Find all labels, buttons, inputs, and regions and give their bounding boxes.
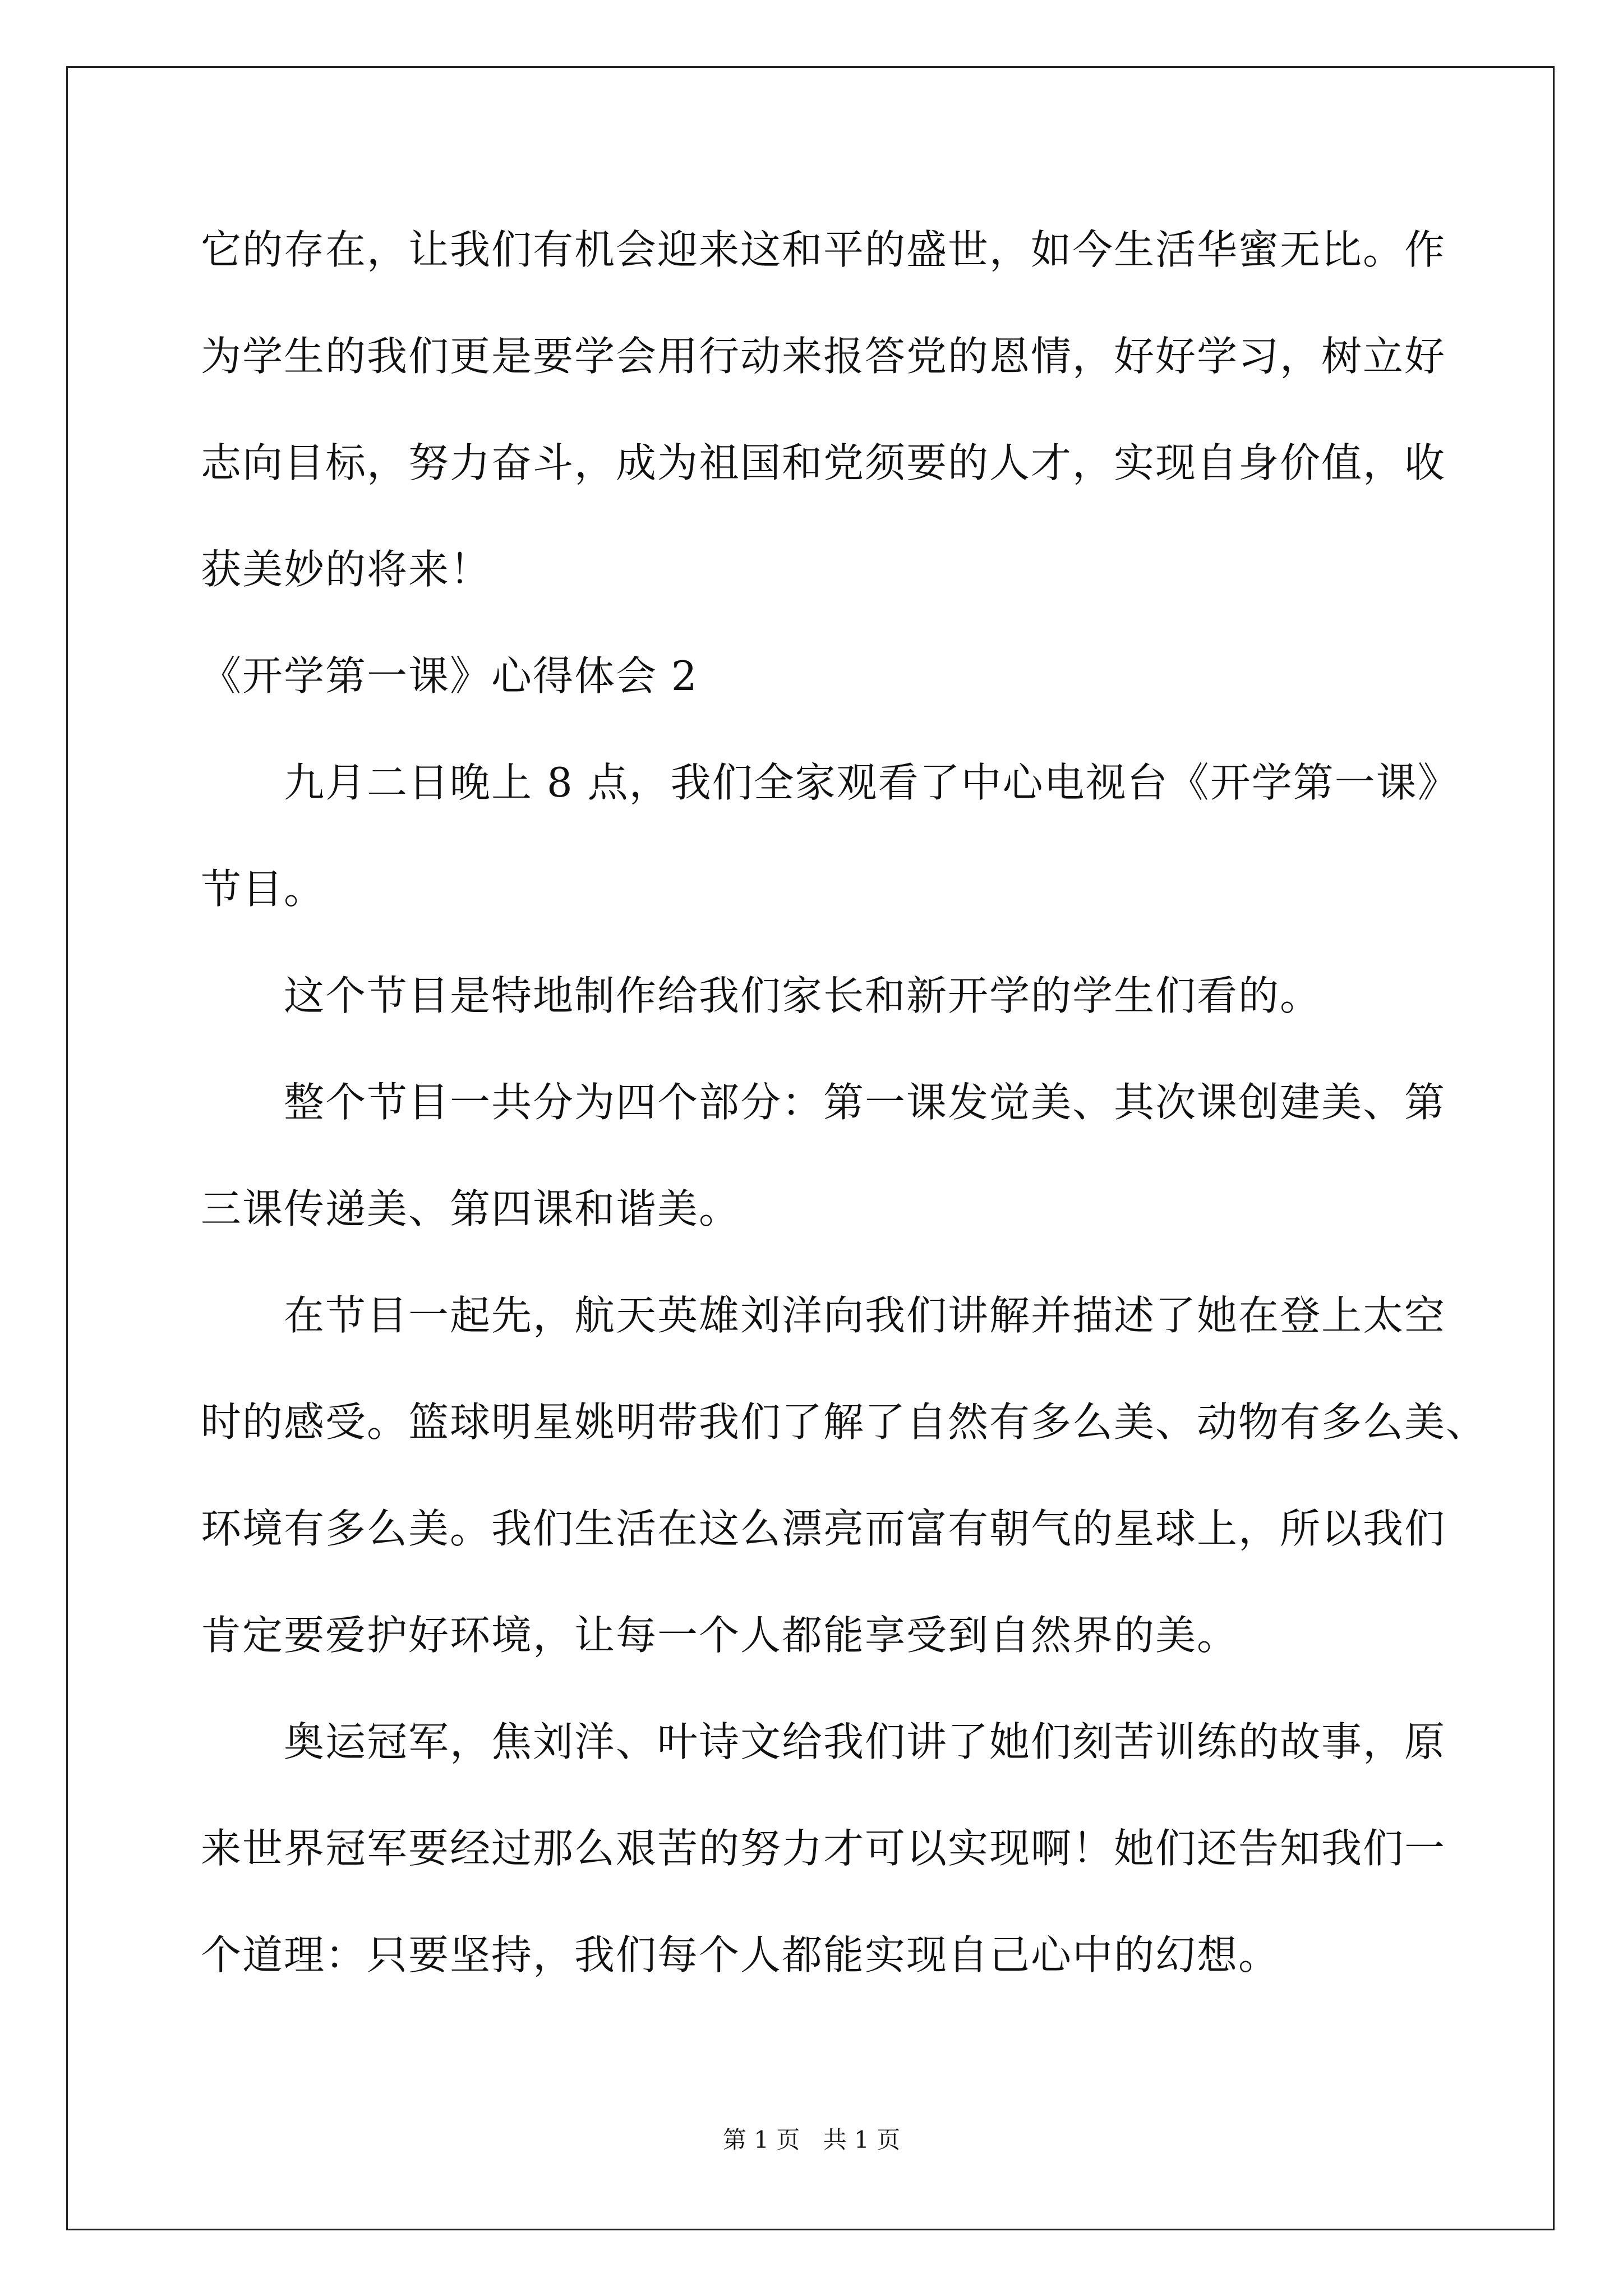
paragraph-line: 肯定要爱护好环境，让每一个人都能享受到自然界的美。: [201, 1612, 1239, 1659]
paragraph-line: 这个节目是特地制作给我们家长和新开学的学生们看的。: [284, 972, 1322, 1019]
paragraph-line: 获美妙的将来！: [201, 546, 492, 593]
page-footer: [0, 2122, 1623, 2155]
paragraph-line: 环境有多么美。我们生活在这么漂亮而富有朝气的星球上，所以我们: [201, 1505, 1446, 1552]
document-body: [201, 208, 1488, 2019]
page-total: 共 1 页: [823, 2126, 901, 2154]
paragraph-line: 奥运冠军，焦刘洋、叶诗文给我们讲了她们刻苦训练的故事，原: [284, 1718, 1446, 1765]
paragraph-line: 整个节目一共分为四个部分：第一课发觉美、其次课创建美、第: [284, 1079, 1446, 1126]
paragraph-line: 时的感受。篮球明星姚明带我们了解了自然有多么美、动物有多么美、: [201, 1398, 1488, 1446]
paragraph-line: 节目。: [201, 866, 326, 913]
paragraph-line: 个道理：只要坚持，我们每个人都能实现自己心中的幻想。: [201, 1931, 1280, 1978]
paragraph-line: 为学生的我们更是要学会用行动来报答党的恩情，好好学习，树立好: [201, 333, 1446, 380]
paragraph-line: 三课传递美、第四课和谐美。: [201, 1185, 741, 1232]
paragraph-line: 它的存在，让我们有机会迎来这和平的盛世，如今生活华蜜无比。作: [201, 226, 1446, 273]
paragraph-line: 九月二日晚上 8 点，我们全家观看了中心电视台《开学第一课》: [284, 759, 1459, 806]
page-number: 第 1 页: [722, 2126, 800, 2154]
section-heading: 《开学第一课》心得体会 2: [201, 652, 698, 700]
paragraph-line: 志向目标，努力奋斗，成为祖国和党须要的人才，实现自身价值，收: [201, 439, 1446, 486]
paragraph-line: 在节目一起先，航天英雄刘洋向我们讲解并描述了她在登上太空: [284, 1292, 1446, 1339]
paragraph-line: 来世界冠军要经过那么艰苦的努力才可以实现啊！她们还告知我们一: [201, 1825, 1446, 1872]
